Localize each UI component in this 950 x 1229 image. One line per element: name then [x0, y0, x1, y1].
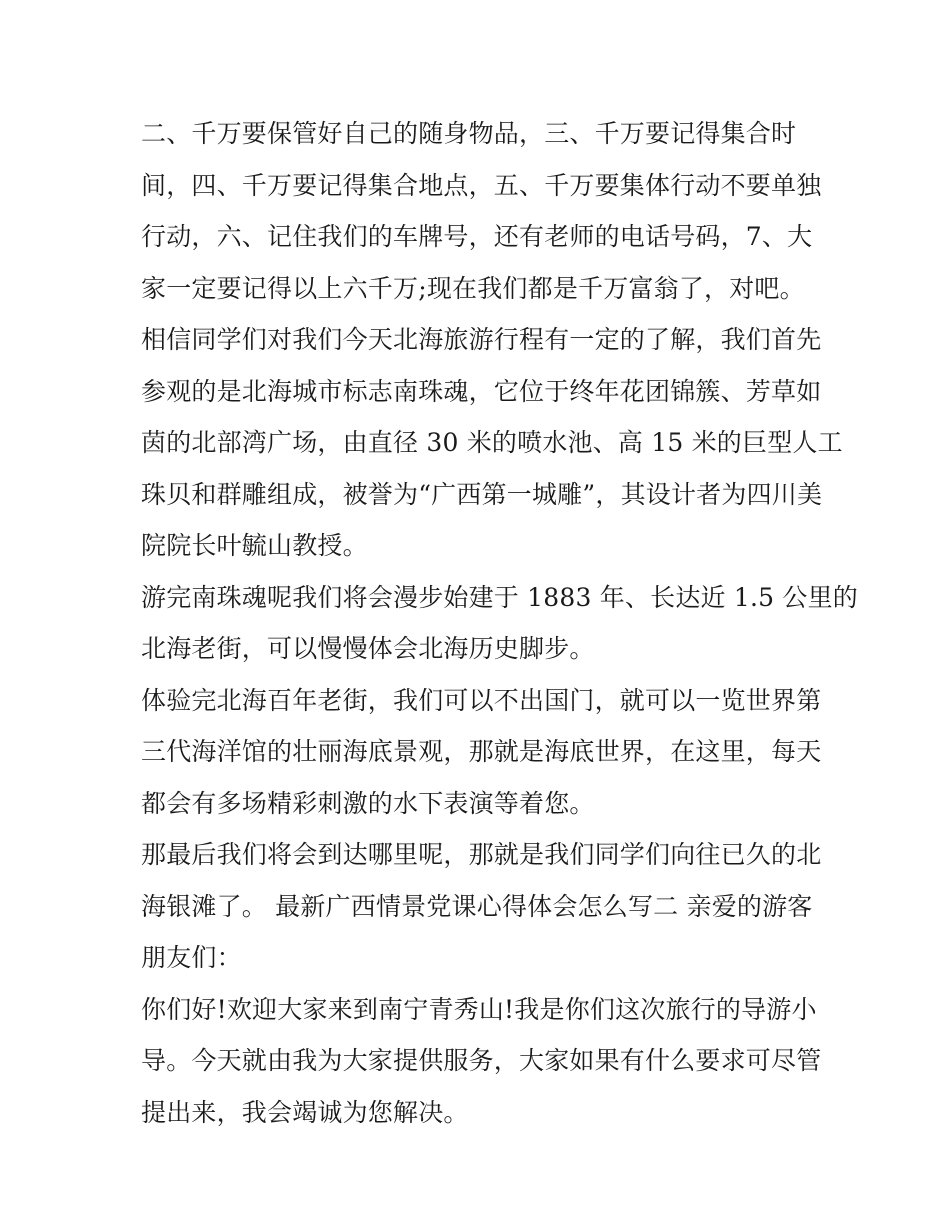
text-line: 相信同学们对我们今天北海旅游行程有一定的了解，我们首先: [141, 325, 822, 354]
text-line: 间，四、千万要记得集合地点，五、千万要集体行动不要单独: [141, 170, 822, 200]
text-line: 游完南珠魂呢我们将会漫步始建于 1883 年、长达近 1.5 公里的: [141, 582, 858, 612]
text-line: 三代海洋馆的壮丽海底景观，那就是海底世界，在这里，每天: [141, 737, 822, 766]
text-line: 参观的是北海城市标志南珠魂，它位于终年花团锦簇、芳草如: [141, 376, 822, 406]
text-line: 提出来，我会竭诚为您解决。: [141, 1097, 469, 1127]
text-line: 你们好!欢迎大家来到南宁青秀山!我是你们这次旅行的导游小: [141, 994, 817, 1024]
text-line: 朋友们：: [141, 943, 242, 972]
text-line: 院院长叶毓山教授。: [141, 531, 368, 560]
text-line: 那最后我们将会到达哪里呢，那就是我们同学们向往已久的北: [141, 840, 822, 869]
text-line: 体验完北海百年老街，我们可以不出国门，就可以一览世界第: [141, 685, 822, 715]
text-line: 海银滩了。 最新广西情景党课心得体会怎么写二 亲爱的游客: [141, 891, 813, 921]
text-line: 导。今天就由我为大家提供服务，大家如果有什么要求可尽管: [141, 1046, 822, 1075]
text-line: 茵的北部湾广场，由直径 30 米的喷水池、高 15 米的巨型人工: [141, 428, 843, 457]
text-line: 北海老街，可以慢慢体会北海历史脚步。: [141, 634, 595, 663]
document-body: [141, 108, 858, 1138]
text-line: 都会有多场精彩刺激的水下表演等着您。: [141, 788, 595, 818]
text-line: 家一定要记得以上六千万;现在我们都是千万富翁了，对吧。: [141, 273, 805, 303]
text-line: 行动，六、记住我们的车牌号，还有老师的电话号码，7、大: [141, 222, 813, 251]
text-line: 珠贝和群雕组成，被誉为“广西第一城雕”，其设计者为四川美: [141, 479, 823, 509]
text-line: 二、千万要保管好自己的随身物品，三、千万要记得集合时: [141, 119, 797, 148]
